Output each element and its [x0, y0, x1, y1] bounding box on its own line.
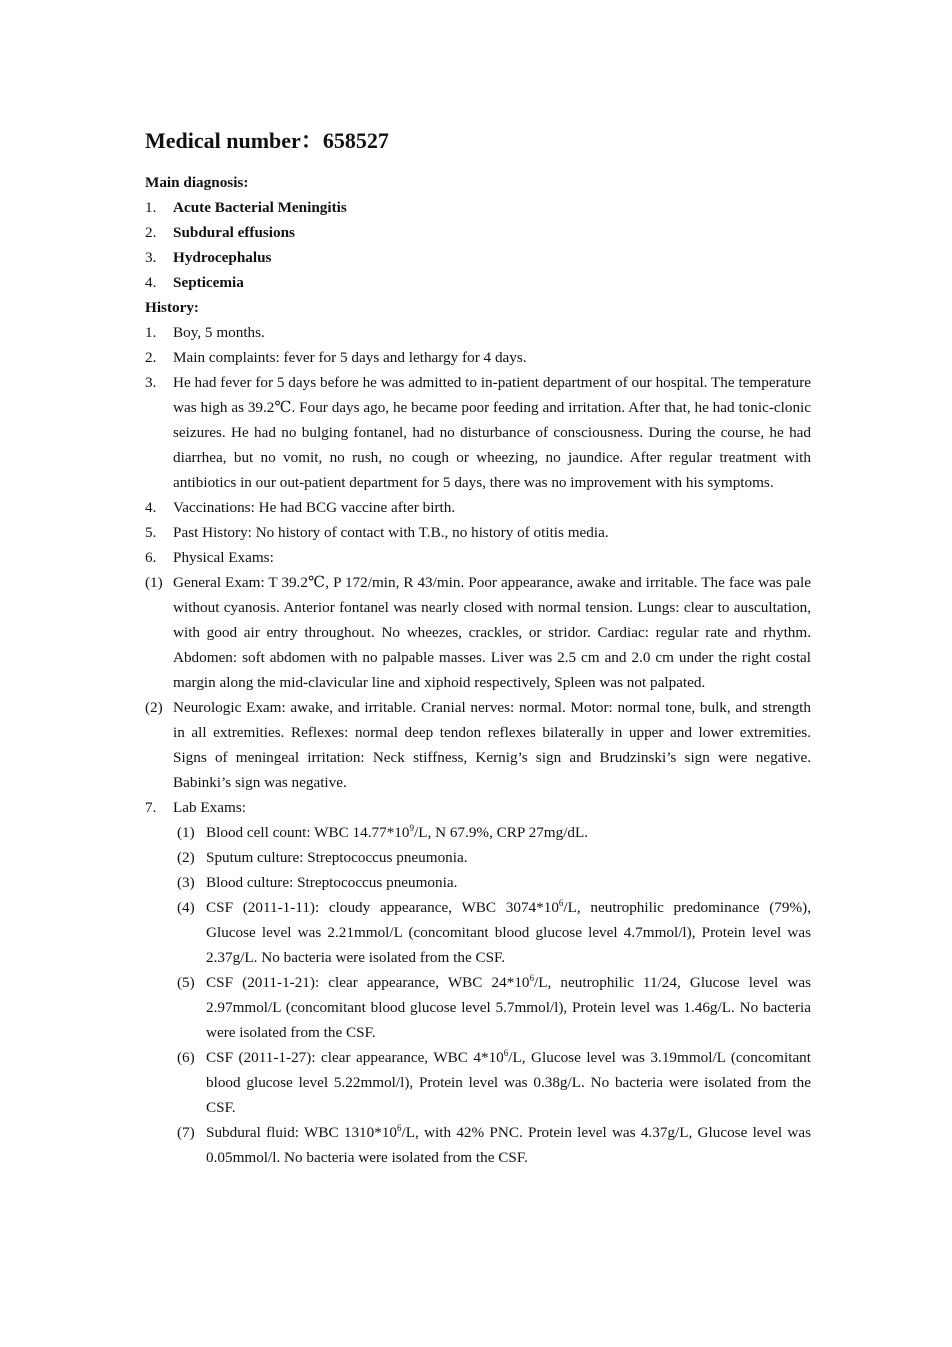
history-item — [145, 545, 811, 570]
diagnosis-text: Acute Bacterial Meningitis — [173, 199, 347, 216]
lab-exam-text — [206, 1120, 811, 1170]
lab-exam-item — [177, 820, 811, 845]
item-number: 5. — [145, 524, 157, 541]
item-number: 3. — [145, 374, 157, 391]
item-number: (4) — [177, 899, 195, 916]
lab-exam-item — [177, 845, 811, 870]
lab-text-post: /L, neutrophilic 11/24, Glucose level was 2.97mmol/L (concomitant blood glucose level 5.7mmol/l), Protein level was 1.46g/L. No bacteria were isolated from the CSF. — [206, 974, 811, 1041]
history-text: Main complaints: fever for 5 days and lethargy for 4 days. — [173, 349, 527, 366]
lab-text-exponent: 6 — [397, 1122, 402, 1133]
item-number: 1. — [145, 324, 157, 341]
history-text: Vaccinations: He had BCG vaccine after birth. — [173, 499, 456, 516]
physical-exam-text: Neurologic Exam: awake, and irritable. Cranial nerves: normal. Motor: normal tone, bulk, and strength in all extremities. Reflexes: normal deep tendon reflexes bilaterally in upper and lower extremities. Signs of meningeal irritation: Neck stiffness, Kernig’s sign and Brudzinski’s sign were negative. Babinki’s sign was negative. — [173, 699, 811, 791]
diagnosis-list — [145, 195, 811, 295]
lab-exam-item — [177, 970, 811, 1045]
diagnosis-text: Hydrocephalus — [173, 249, 272, 266]
physical-exam-item — [145, 570, 811, 695]
history-heading: History: — [145, 299, 199, 316]
lab-exam-text — [206, 870, 811, 895]
history-list — [145, 320, 811, 1170]
lab-exam-text — [206, 1045, 811, 1120]
item-number: 1. — [145, 199, 157, 216]
diagnosis-text: Septicemia — [173, 274, 244, 291]
lab-exams-heading: Lab Exams: — [173, 799, 246, 816]
item-number: 4. — [145, 274, 157, 291]
item-number: (7) — [177, 1124, 195, 1141]
diagnosis-item — [145, 220, 811, 245]
item-number: (6) — [177, 1049, 195, 1066]
item-number: (5) — [177, 974, 195, 991]
diagnosis-item — [145, 270, 811, 295]
diagnosis-text: Subdural effusions — [173, 224, 295, 241]
lab-text-pre: CSF (2011-1-21): clear appearance, WBC 24*10 — [206, 974, 530, 991]
item-number: (2) — [145, 699, 163, 716]
history-item — [145, 495, 811, 520]
lab-exam-text — [206, 845, 811, 870]
item-number: 7. — [145, 799, 157, 816]
lab-text-post: /L, with 42% PNC. Protein level was 4.37g/L, Glucose level was 0.05mmol/l. No bacteria were isolated from the CSF. — [206, 1124, 811, 1166]
lab-text-post: /L, neutrophilic predominance (79%), Glucose level was 2.21mmol/L (concomitant blood glucose level 4.7mmol/l), Protein level was 2.37g/L. No bacteria were isolated from the CSF. — [206, 899, 811, 966]
history-text: Physical Exams: — [173, 549, 274, 566]
lab-text-pre: CSF (2011-1-27): clear appearance, WBC 4*10 — [206, 1049, 504, 1066]
history-item — [145, 520, 811, 545]
lab-exam-list — [145, 820, 811, 1170]
lab-text-exponent: 6 — [503, 1047, 509, 1058]
lab-text-pre: CSF (2011-1-11): cloudy appearance, WBC 3074*10 — [206, 899, 559, 916]
lab-text-pre: Blood cell count: WBC 14.77*10 — [206, 824, 410, 841]
item-number: 2. — [145, 224, 157, 241]
document-page — [145, 128, 811, 1170]
history-text: He had fever for 5 days before he was admitted to in-patient department of our hospital. The temperature was high as 39.2℃. Four days ago, he became poor feeding and irritation. After that, he had tonic-clonic seizures. He had no bulging fontanel, had no disturbance of consciousness. During the course, he had diarrhea, but no vomit, no rush, no cough or wheezing, no jaundice. After regular treatment with antibiotics in our out-patient department for 5 days, there was no improvement with his symptoms. — [173, 374, 811, 491]
lab-text-pre: Subdural fluid: WBC 1310*10 — [206, 1124, 398, 1141]
lab-text-exponent: 9 — [409, 822, 414, 833]
history-item — [145, 370, 811, 495]
physical-exam-text: General Exam: T 39.2℃, P 172/min, R 43/min. Poor appearance, awake and irritable. The face was pale without cyanosis. Anterior fontanel was nearly closed with normal tension. Lungs: clear to auscultation, with good air entry throughout. No wheezes, crackles, or stridor. Cardiac: regular rate and rhythm. Abdomen: soft abdomen with no palpable masses. Liver was 2.5 cm and 2.0 cm under the right costal margin along the mid-clavicular line and xiphoid respectively, Spleen was not palpated. — [173, 574, 811, 691]
lab-exam-item — [177, 1045, 811, 1120]
item-number: (1) — [145, 574, 163, 591]
diagnosis-item — [145, 195, 811, 220]
lab-text-pre: Sputum culture: Streptococcus pneumonia. — [206, 849, 468, 866]
main-diagnosis-heading: Main diagnosis: — [145, 174, 249, 191]
lab-text-exponent: 6 — [558, 897, 564, 908]
diagnosis-item — [145, 245, 811, 270]
lab-text-exponent: 6 — [529, 972, 535, 983]
medical-number-title: Medical number：658527 — [145, 128, 389, 153]
lab-text-post: /L, Glucose level was 3.19mmol/L (concomitant blood glucose level 5.22mmol/l), Protein level was 0.38g/L. No bacteria were isolated from the CSF. — [206, 1049, 811, 1116]
physical-exam-item — [145, 695, 811, 795]
lab-exam-item — [177, 895, 811, 970]
item-number: (2) — [177, 849, 195, 866]
history-item — [145, 345, 811, 370]
lab-text-pre: Blood culture: Streptococcus pneumonia. — [206, 874, 458, 891]
lab-text-post: /L, N 67.9%, CRP 27mg/dL. — [413, 824, 589, 841]
item-number: 2. — [145, 349, 157, 366]
item-number: (3) — [177, 874, 195, 891]
item-number: 6. — [145, 549, 157, 566]
history-text: Past History: No history of contact with T.B., no history of otitis media. — [173, 524, 609, 541]
history-text: Boy, 5 months. — [173, 324, 265, 341]
history-item — [145, 320, 811, 345]
item-number: 3. — [145, 249, 157, 266]
lab-exam-item — [177, 1120, 811, 1170]
lab-exam-text — [206, 970, 811, 1045]
item-number: 4. — [145, 499, 157, 516]
lab-exam-text — [206, 895, 811, 970]
history-item — [145, 795, 811, 820]
lab-exam-text — [206, 820, 811, 845]
lab-exam-item — [177, 870, 811, 895]
item-number: (1) — [177, 824, 195, 841]
